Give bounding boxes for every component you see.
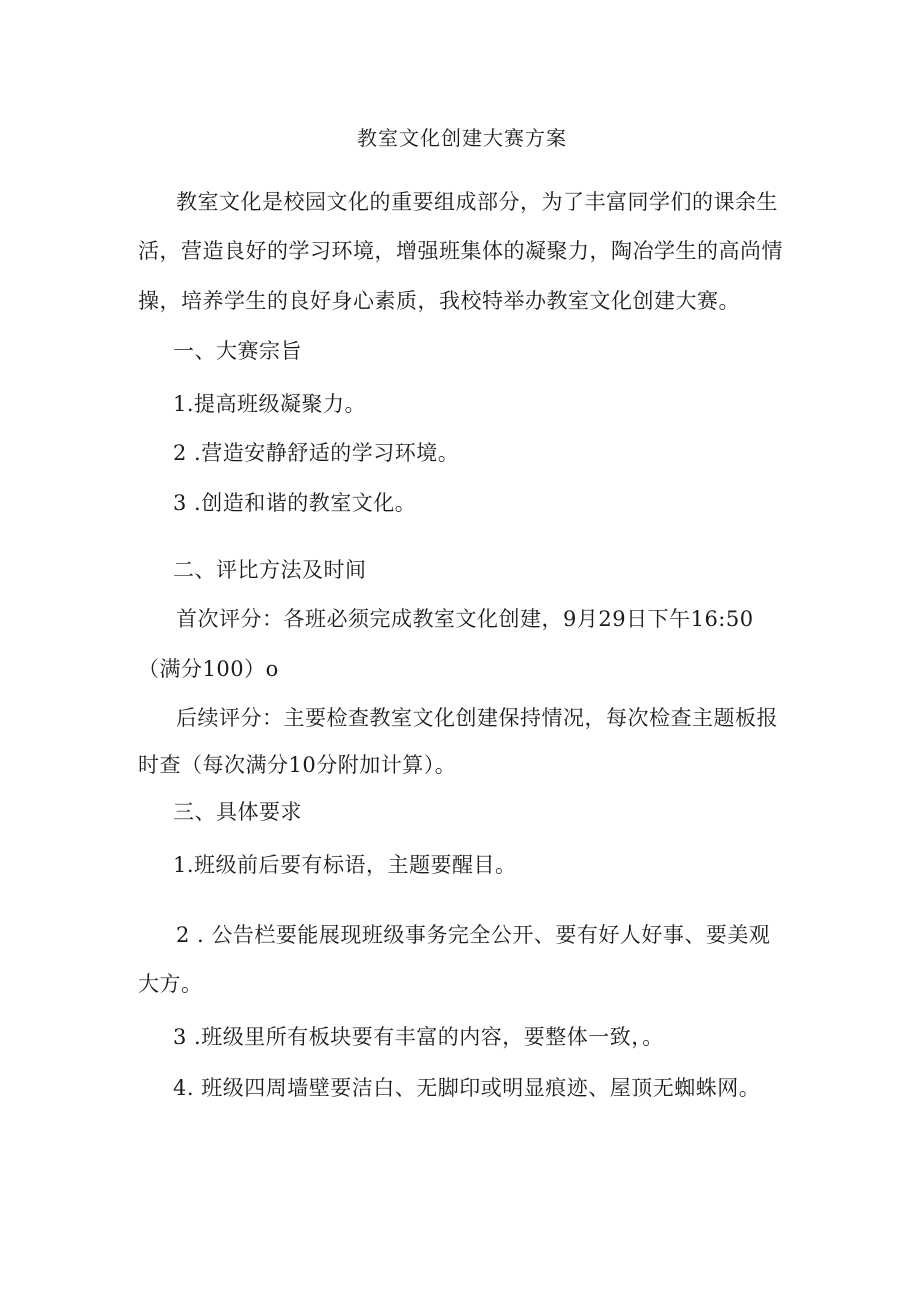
intro-line-2: 活，营造良好的学习环境，增强班集体的凝聚力，陶冶学生的高尚情 — [138, 239, 783, 263]
first-eval-line-1: 首次评分：各班必须完成教室文化创建，9月29日下午16:50 — [176, 607, 754, 631]
section3-item-2: 2 . 公告栏要能展现班级事务完全公开、要有好人好事、要美观 — [176, 923, 771, 947]
section3-item-4: 4. 班级四周墙壁要洁白、无脚印或明显痕迹、屋顶无蜘蛛网。 — [173, 1076, 761, 1100]
first-eval-line-2: （满分100）o — [138, 657, 279, 681]
intro-line-1: 教室文化是校园文化的重要组成部分，为了丰富同学们的课余生 — [176, 190, 778, 214]
follow-eval-line-2: 时查（每次满分10分附加计算）。 — [138, 753, 457, 777]
section3-item-1: 1.班级前后要有标语，主题要醒目。 — [173, 853, 517, 877]
section1-item-2: 2 .营造安静舒适的学习环境。 — [173, 441, 460, 465]
document-title: 教室文化创建大赛方案 — [357, 126, 567, 150]
section3-item-3: 3 .班级里所有板块要有丰富的内容，要整体一致，。 — [173, 1025, 664, 1049]
section3-heading: 三、具体要求 — [173, 800, 302, 824]
section1-item-3: 3 .创造和谐的教室文化。 — [173, 491, 417, 515]
section2-heading: 二、评比方法及时间 — [173, 558, 367, 582]
section3-item-2-cont: 大方。 — [138, 972, 203, 996]
intro-line-3: 操，培养学生的良好身心素质，我校特举办教室文化创建大赛。 — [138, 289, 740, 313]
follow-eval-line-1: 后续评分：主要检查教室文化创建保持情况，每次检查主题板报 — [176, 706, 778, 730]
section1-item-1: 1.提高班级凝聚力。 — [173, 392, 367, 416]
section1-heading: 一、大赛宗旨 — [173, 339, 302, 363]
